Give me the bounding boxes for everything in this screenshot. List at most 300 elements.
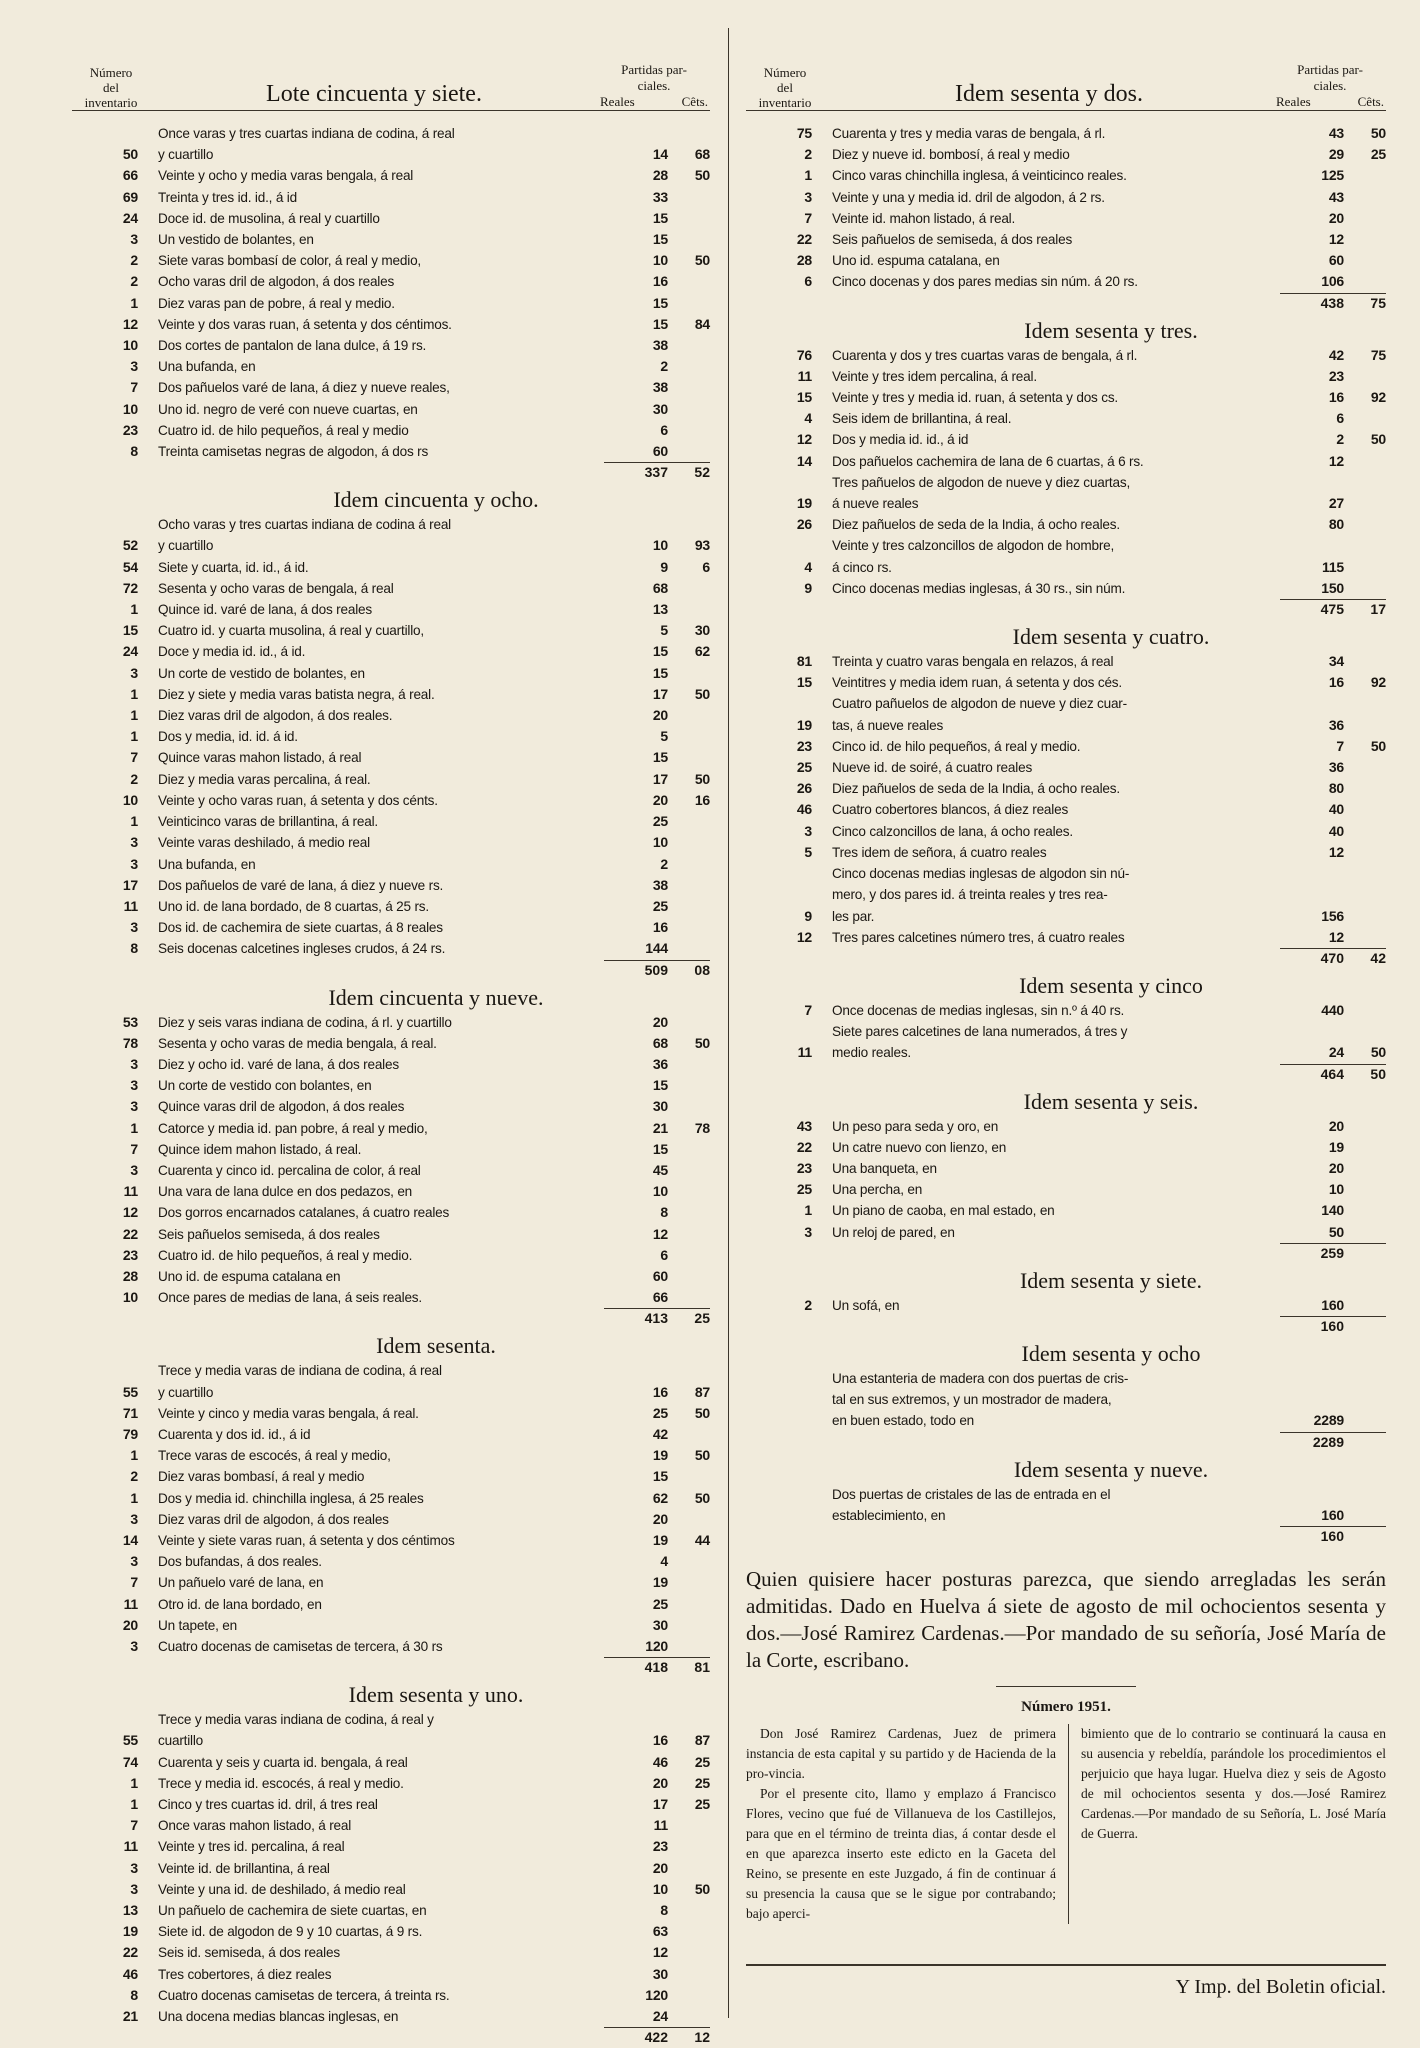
inventory-row — [746, 757, 1386, 778]
inventory-row — [72, 1815, 710, 1836]
inventory-number: 1 — [130, 1119, 138, 1136]
inventory-number: 71 — [122, 1404, 138, 1421]
inventory-row — [746, 1484, 1386, 1526]
inventory-row — [72, 938, 710, 959]
amount-cents: 50 — [694, 1034, 710, 1051]
inventory-number: 3 — [130, 1880, 138, 1897]
printer-imprint: Y Imp. del Boletin oficial. — [746, 1964, 1386, 1999]
item-description: Dos pañuelos de varé de lana, á diez y nueve rs. — [158, 877, 444, 893]
inventory-row — [746, 651, 1386, 672]
item-description: Cuarenta y cinco id. percalina de color, á real — [158, 1162, 421, 1178]
inventory-number: 54 — [122, 558, 138, 575]
inventory-row — [746, 578, 1386, 599]
inventory-row — [746, 1158, 1386, 1179]
inventory-number: 4 — [804, 410, 812, 427]
amount-reales: 10 — [652, 252, 668, 269]
amount-cents: 50 — [694, 1447, 710, 1464]
inventory-number: 24 — [122, 209, 138, 226]
item-description: Diez y siete y media varas batista negra, á real. — [158, 686, 435, 702]
amount-reales: 20 — [652, 707, 668, 724]
amount-reales: 12 — [652, 1225, 668, 1242]
inventory-row — [746, 1200, 1386, 1221]
amount-reales: 63 — [652, 1923, 668, 1940]
inventory-row — [72, 1530, 710, 1551]
inventory-row — [72, 1509, 710, 1530]
inventory-number: 23 — [122, 421, 138, 438]
item-description: Once varas y tres cuartas indiana de codina, á real y cuartillo — [158, 126, 455, 163]
amount-reales: 106 — [1321, 273, 1344, 290]
total-reales: 418 — [604, 1657, 668, 1677]
amount-reales: 10 — [652, 1183, 668, 1200]
item-description: Un peso para seda y oro, en — [832, 1118, 999, 1134]
inventory-number-header: Número del inventario — [758, 65, 812, 110]
amount-reales: 17 — [652, 685, 668, 702]
item-description: Dos y media, id. id. á id. — [158, 729, 298, 745]
inventory-row — [72, 875, 710, 896]
inventory-row — [746, 1000, 1386, 1021]
inventory-number: 7 — [130, 1140, 138, 1157]
amount-cents: 75 — [1370, 346, 1386, 363]
inventory-number: 3 — [130, 358, 138, 375]
amount-reales: 12 — [1328, 231, 1344, 248]
amount-reales: 43 — [1328, 188, 1344, 205]
inventory-number: 15 — [796, 389, 812, 406]
amount-cents: 6 — [702, 558, 710, 575]
inventory-row — [72, 1245, 710, 1266]
amount-reales: 15 — [652, 315, 668, 332]
inventory-number: 17 — [122, 876, 138, 893]
item-description: Seis pañuelos semiseda, á dos reales — [158, 1226, 380, 1242]
item-description: Trece varas de escocés, á real y medio, — [158, 1448, 391, 1464]
inventory-row — [72, 1858, 710, 1879]
section-title: Idem sesenta y siete. — [1019, 1267, 1203, 1293]
item-description: Diez varas pan de pobre, á real y medio. — [158, 295, 395, 311]
item-description: Sesenta y ocho varas de bengala, á real — [158, 580, 394, 596]
item-description: Veinte id. mahon listado, á real. — [832, 210, 1016, 226]
inventory-number: 12 — [122, 1204, 138, 1221]
item-description: Tres pares calcetines número tres, á cuatro reales — [832, 929, 1125, 945]
reales-label: Reales — [1276, 94, 1311, 109]
section-total — [72, 2027, 710, 2047]
inventory-number: 1 — [130, 707, 138, 724]
inventory-row — [72, 1942, 710, 1963]
inventory-number: 23 — [796, 737, 812, 754]
inventory-number: 3 — [130, 919, 138, 936]
item-description: Cinco docenas y dos pares medias sin núm. á 20 rs. — [832, 274, 1138, 290]
inventory-row — [72, 2006, 710, 2027]
left-body — [72, 123, 710, 2047]
edict-paragraph: Por el presente cito, llamo y emplazo á Francisco Flores, vecino que fué de Villanueva de los Castillejos, para que en el término de treinta dias, á contar desde el en que aparezca inserto este edicto en la Gaceta del Reino, se presente en este Juzgado, á fin de continuar á su presencia la causa que se le sigue por contrabando; bajo aperci- — [746, 1785, 1056, 1921]
item-description: Quince id. varé de lana, á dos reales — [158, 602, 373, 618]
item-description: Diez y seis varas indiana de codina, á rl. y cuartillo — [158, 1014, 452, 1030]
section-total — [746, 1432, 1386, 1452]
inventory-number: 25 — [796, 1181, 812, 1198]
inventory-row — [72, 1054, 710, 1075]
partidas-label: Partidas par- ciales. — [621, 62, 687, 93]
inventory-number: 1 — [130, 1774, 138, 1791]
amount-cents: 25 — [694, 1774, 710, 1791]
amount-cents: 93 — [694, 537, 710, 554]
first-section-title: Lote cincuenta y siete. — [266, 81, 482, 107]
amount-reales: 160 — [1321, 1506, 1344, 1523]
inventory-row — [72, 599, 710, 620]
inventory-number: 12 — [796, 928, 812, 945]
inventory-row — [72, 1572, 710, 1593]
item-description: Veinte y tres id. percalina, á real — [158, 1839, 345, 1855]
amount-reales: 80 — [1328, 780, 1344, 797]
item-description: Cuarenta y dos y tres cuartas varas de bengala, á rl. — [832, 347, 1138, 363]
item-description: Diez varas bombasí, á real y medio — [158, 1469, 365, 1485]
inventory-row — [72, 641, 710, 662]
amount-reales: 9 — [660, 558, 668, 575]
inventory-row — [72, 1445, 710, 1466]
amount-reales: 19 — [1328, 1138, 1344, 1155]
amount-reales: 144 — [645, 940, 668, 957]
item-description: Siete y cuarta, id. id., á id. — [158, 559, 309, 575]
amount-reales: 6 — [1336, 410, 1344, 427]
inventory-number: 81 — [796, 653, 812, 670]
item-description: Un pañuelo varé de lana, en — [158, 1575, 324, 1591]
inventory-number: 2 — [130, 1468, 138, 1485]
inventory-number: 26 — [796, 780, 812, 797]
inventory-row — [746, 366, 1386, 387]
amount-reales: 10 — [1328, 1181, 1344, 1198]
item-description: Veintitres y media idem ruan, á setenta y dos cés. — [832, 675, 1122, 691]
total-reales: 464 — [1280, 1064, 1344, 1084]
inventory-number: 3 — [804, 188, 812, 205]
inventory-number: 8 — [130, 443, 138, 460]
inventory-number: 1 — [804, 167, 812, 184]
cents-label: Cêts. — [1357, 94, 1384, 109]
inventory-row — [72, 663, 710, 684]
inventory-number: 53 — [122, 1013, 138, 1030]
item-description: Trece y media varas de indiana de codina, á real y cuartillo — [158, 1363, 442, 1400]
amount-reales: 21 — [652, 1119, 668, 1136]
item-description: Dos puertas de cristales de las de entrada en el establecimiento, en — [832, 1486, 1111, 1523]
item-description: Un piano de caoba, en mal estado, en — [832, 1203, 1055, 1219]
inventory-row — [746, 472, 1386, 514]
inventory-row — [72, 1615, 710, 1636]
section-total — [72, 1657, 710, 1677]
item-description: Otro id. de lana bordado, en — [158, 1596, 322, 1612]
edict-paragraph: Don José Ramirez Cardenas, Juez de primera instancia de esta capital y su partido y de Hacienda de la pro-vincia. — [746, 1725, 1056, 1781]
item-description: Un corte de vestido de bolantes, en — [158, 665, 365, 681]
amount-cents: 92 — [1370, 389, 1386, 406]
item-description: Dos y media id. chinchilla inglesa, á 25 reales — [158, 1490, 424, 1506]
inventory-number: 28 — [796, 252, 812, 269]
item-description: Once varas mahon listado, á real — [158, 1818, 352, 1834]
amount-reales: 60 — [1328, 252, 1344, 269]
inventory-number: 13 — [122, 1902, 138, 1919]
total-reales: 259 — [1280, 1243, 1344, 1263]
amount-reales: 17 — [652, 770, 668, 787]
item-description: Uno id. de espuma catalana en — [158, 1268, 341, 1284]
inventory-row — [72, 187, 710, 208]
item-description: Diez y nueve id. bombosí, á real y medio — [832, 147, 1070, 163]
amount-reales: 10 — [652, 834, 668, 851]
amount-reales: 68 — [652, 1034, 668, 1051]
amount-cents: 68 — [694, 146, 710, 163]
amount-cents: 87 — [694, 1383, 710, 1400]
inventory-number: 76 — [796, 346, 812, 363]
inventory-row — [746, 123, 1386, 144]
inventory-row — [746, 1021, 1386, 1063]
inventory-number: 1 — [130, 685, 138, 702]
inventory-row — [72, 514, 710, 556]
amount-reales: 8 — [660, 1204, 668, 1221]
item-description: Cinco docenas medias inglesas de algodon sin nú- mero, y dos pares id. á treinta reales y tres rea- les par. — [832, 866, 1130, 924]
item-description: Veinte y tres y media id. ruan, á setenta y dos cs. — [832, 390, 1118, 406]
inventory-number: 69 — [122, 188, 138, 205]
right-body — [746, 123, 1386, 1546]
amount-reales: 23 — [1328, 367, 1344, 384]
inventory-row — [72, 1360, 710, 1402]
item-description: Veinte y una id. de deshilado, á medio real — [158, 1881, 406, 1897]
amount-reales: 20 — [652, 1013, 668, 1030]
item-description: Dos gorros encarnados catalanes, á cuatro reales — [158, 1205, 450, 1221]
item-description: Cinco id. de hilo pequeños, á real y medio. — [832, 738, 1081, 754]
inventory-number: 24 — [122, 643, 138, 660]
inventory-row — [72, 314, 710, 335]
inventory-number: 3 — [804, 1223, 812, 1240]
closing-paragraph: Quien quisiere hacer posturas parezca, que siendo arregladas les serán admitidas. Dado en Huelva á siete de agosto de mil ochocientos sesenta y dos.—José Ramirez Cardenas.—Por mandado de su señoría, José María de la Corte, escribano. — [746, 1566, 1386, 1672]
inventory-row — [72, 1424, 710, 1445]
inventory-number: 52 — [122, 537, 138, 554]
total-cents — [1344, 1526, 1386, 1546]
inventory-number: 3 — [130, 855, 138, 872]
inventory-number: 10 — [122, 1289, 138, 1306]
inventory-number: 7 — [804, 209, 812, 226]
inventory-number: 5 — [804, 843, 812, 860]
amount-reales: 29 — [1328, 146, 1344, 163]
inventory-number: 10 — [122, 791, 138, 808]
item-description: Siete id. de algodon de 9 y 10 cuartas, á 9 rs. — [158, 1924, 423, 1940]
section-total — [72, 462, 710, 482]
separator-rule — [996, 1686, 1136, 1687]
inventory-row — [746, 1116, 1386, 1137]
amount-cents: 30 — [694, 622, 710, 639]
amount-reales: 27 — [1328, 495, 1344, 512]
item-description: Doce y media id. id., á id. — [158, 644, 306, 660]
total-cents: 42 — [1344, 948, 1386, 968]
amount-cents: 50 — [694, 1489, 710, 1506]
section-total — [72, 960, 710, 980]
amount-reales: 25 — [652, 813, 668, 830]
amount-reales: 120 — [645, 1986, 668, 2003]
total-reales: 470 — [1280, 948, 1344, 968]
inventory-row — [746, 408, 1386, 429]
total-cents: 12 — [668, 2027, 710, 2047]
item-description: Un pañuelo de cachemira de siete cuartas, en — [158, 1903, 427, 1919]
amount-reales: 16 — [1328, 674, 1344, 691]
inventory-number: 2 — [130, 252, 138, 269]
item-description: Seis id. semiseda, á dos reales — [158, 1945, 340, 1961]
total-reales: 160 — [1280, 1316, 1344, 1336]
inventory-row — [746, 451, 1386, 472]
inventory-row — [72, 1985, 710, 2006]
inventory-row — [72, 1266, 710, 1287]
amount-cents: 50 — [1370, 125, 1386, 141]
amount-cents: 44 — [694, 1531, 710, 1548]
item-description: Dos y media id. id., á id — [832, 432, 969, 448]
item-description: Un corte de vestido con bolantes, en — [158, 1078, 372, 1094]
amount-reales: 36 — [1328, 759, 1344, 776]
inventory-number: 3 — [130, 1859, 138, 1876]
item-description: Una bufanda, en — [158, 856, 256, 872]
left-column — [72, 22, 710, 2047]
item-description: Treinta camisetas negras de algodon, á dos rs — [158, 444, 429, 460]
item-description: Cuatro pañuelos de algodon de nueve y diez cuar- tas, á nueve reales — [832, 696, 1127, 733]
item-description: Cuarenta y seis y cuarta id. bengala, á real — [158, 1754, 408, 1770]
inventory-row — [72, 854, 710, 875]
total-cents: 08 — [668, 960, 710, 980]
section-title: Idem cincuenta y nueve. — [328, 984, 544, 1010]
inventory-number: 78 — [122, 1034, 138, 1051]
item-description: Dos id. de cachemira de siete cuartas, á 8 reales — [158, 920, 443, 936]
inventory-row — [72, 377, 710, 398]
amount-reales: 38 — [652, 337, 668, 354]
total-reales: 2289 — [1280, 1432, 1344, 1452]
amount-reales: 5 — [660, 728, 668, 745]
inventory-row — [72, 832, 710, 853]
amount-reales: 20 — [1328, 1159, 1344, 1176]
item-description: Veinte y siete varas ruan, á setenta y dos céntimos — [158, 1532, 455, 1548]
item-description: Diez y ocho id. varé de lana, á dos reales — [158, 1056, 399, 1072]
inventory-row — [72, 1012, 710, 1033]
amount-cents: 50 — [694, 1880, 710, 1897]
amount-reales: 60 — [652, 1267, 668, 1284]
inventory-row — [72, 769, 710, 790]
amount-reales: 10 — [652, 537, 668, 554]
item-description: Tres idem de señora, á cuatro reales — [832, 844, 1047, 860]
section-total — [746, 1526, 1386, 1546]
amount-reales: 24 — [652, 2008, 668, 2025]
inventory-number: 8 — [130, 940, 138, 957]
item-description: Dos pañuelos cachemira de lana de 6 cuartas, á 6 rs. — [832, 453, 1144, 469]
inventory-number: 7 — [130, 1817, 138, 1834]
inventory-number: 8 — [130, 1986, 138, 2003]
amount-reales: 25 — [652, 897, 668, 914]
amount-cents: 50 — [694, 1404, 710, 1421]
inventory-row — [72, 335, 710, 356]
item-description: Veinte id. de brillantina, á real — [158, 1860, 330, 1876]
amount-reales: 13 — [652, 601, 668, 618]
inventory-row — [72, 1921, 710, 1942]
inventory-number: 3 — [130, 664, 138, 681]
section-total — [746, 1064, 1386, 1084]
item-description: Veinte y ocho y media varas bengala, á real — [158, 168, 414, 184]
amount-reales: 30 — [652, 1616, 668, 1633]
inventory-row — [72, 250, 710, 271]
amount-reales: 24 — [1328, 1044, 1344, 1061]
amount-reales: 30 — [652, 1965, 668, 1982]
amount-reales: 11 — [653, 1817, 668, 1834]
item-description: Ocho varas dril de algodon, á dos reales — [158, 274, 395, 290]
inventory-number: 1 — [130, 294, 138, 311]
inventory-number: 43 — [796, 1117, 812, 1134]
inventory-number: 3 — [130, 231, 138, 248]
total-reales: 337 — [604, 462, 668, 482]
inventory-row — [72, 811, 710, 832]
item-description: Diez y media varas percalina, á real. — [158, 771, 371, 787]
item-description: Quince varas mahon listado, á real — [158, 750, 362, 766]
inventory-number: 46 — [122, 1965, 138, 1982]
total-cents: 52 — [668, 462, 710, 482]
item-description: Seis pañuelos de semiseda, á dos reales — [832, 232, 1073, 248]
item-description: Ocho varas y tres cuartas indiana de codina á real y cuartillo — [158, 517, 452, 554]
amount-reales: 38 — [652, 379, 668, 396]
inventory-number: 20 — [122, 1616, 138, 1633]
amount-reales: 66 — [652, 1289, 668, 1306]
inventory-row — [746, 842, 1386, 863]
inventory-row — [746, 345, 1386, 366]
section-total — [746, 1316, 1386, 1336]
inventory-row — [746, 778, 1386, 799]
inventory-number: 1 — [130, 813, 138, 830]
inventory-row — [72, 441, 710, 462]
inventory-number: 23 — [122, 1246, 138, 1263]
amount-reales: 7 — [1336, 737, 1344, 754]
inventory-number: 75 — [796, 125, 812, 141]
inventory-row — [746, 863, 1386, 927]
amount-cents: 78 — [694, 1119, 710, 1136]
inventory-row — [72, 747, 710, 768]
amount-reales: 20 — [652, 1510, 668, 1527]
amount-reales: 20 — [1328, 209, 1344, 226]
amount-reales: 140 — [1321, 1202, 1344, 1219]
inventory-row — [72, 1096, 710, 1117]
inventory-number: 1 — [130, 1447, 138, 1464]
inventory-number: 21 — [122, 2008, 138, 2025]
inventory-row — [72, 1836, 710, 1857]
inventory-row — [72, 705, 710, 726]
inventory-row — [72, 208, 710, 229]
item-description: Tres pañuelos de algodon de nueve y diez cuartas, á nueve reales — [832, 474, 1131, 512]
reales-label: Reales — [600, 94, 635, 109]
total-reales: 422 — [604, 2027, 668, 2047]
item-description: Veinte y tres calzoncillos de algodon de hombre, á cinco rs. — [832, 538, 1115, 575]
inventory-number: 1 — [130, 728, 138, 745]
amount-reales: 12 — [652, 1944, 668, 1961]
inventory-number: 15 — [796, 674, 812, 691]
amount-reales: 43 — [1328, 125, 1344, 141]
right-column — [746, 22, 1386, 1999]
item-description: Uno id. espuma catalana, en — [832, 253, 1000, 269]
total-reales: 475 — [1280, 599, 1344, 619]
amount-cents: 62 — [694, 643, 710, 660]
inventory-number: 1 — [130, 601, 138, 618]
amount-reales: 80 — [1328, 516, 1344, 533]
amount-cents: 84 — [694, 315, 710, 332]
inventory-row — [72, 1403, 710, 1424]
amount-cents: 25 — [694, 1753, 710, 1770]
item-description: Trece y media varas indiana de codina, á real y cuartillo — [158, 1712, 434, 1749]
edict-left-text — [746, 1724, 1068, 1924]
amount-reales: 10 — [652, 1880, 668, 1897]
item-description: Un sofá, en — [832, 1297, 900, 1313]
amount-reales: 2 — [660, 358, 668, 375]
inventory-row — [746, 927, 1386, 948]
amount-reales: 30 — [652, 1098, 668, 1115]
item-description: Cinco docenas medias inglesas, á 30 rs., sin núm. — [832, 580, 1126, 596]
total-cents: 25 — [668, 1308, 710, 1328]
inventory-number: 11 — [123, 1595, 138, 1612]
inventory-number: 2 — [130, 273, 138, 290]
item-description: Un vestido de bolantes, en — [158, 232, 314, 248]
item-description: Nueve id. de soiré, á cuatro reales — [832, 760, 1033, 776]
inventory-row — [72, 1752, 710, 1773]
item-description: Trece y media id. escocés, á real y medio. — [158, 1775, 404, 1791]
